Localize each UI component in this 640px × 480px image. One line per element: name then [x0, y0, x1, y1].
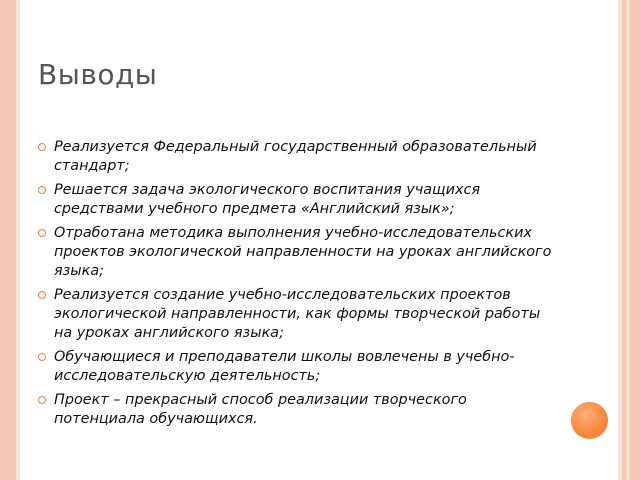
right-frame-inner-stripe	[618, 0, 622, 480]
bullet-text: Реализуется создание учебно-исследовательских проектов экологической направленности, как формы творческой работы на уроках английского языка;	[54, 287, 541, 341]
bullet-text: Решается задача экологического воспитания учащихся средствами учебного предмета «Английский язык»;	[54, 182, 481, 217]
bullet-circle-icon	[38, 186, 46, 194]
bullet-item	[38, 138, 558, 176]
left-frame-inner-stripe	[16, 0, 20, 480]
right-frame-edge-line	[627, 0, 629, 480]
bullet-list	[38, 138, 558, 434]
bullet-item	[38, 286, 558, 343]
bullet-text: Отработана методика выполнения учебно-исследовательских проектов экологической направленности на уроках английского языка;	[54, 225, 552, 279]
bullet-circle-icon	[38, 396, 46, 404]
bullet-circle-icon	[38, 353, 46, 361]
bullet-text: Реализуется Федеральный государственный образовательный стандарт;	[54, 139, 537, 174]
bullet-item	[38, 181, 558, 219]
bullet-text: Обучающиеся и преподаватели школы вовлечены в учебно-исследовательскую деятельность;	[54, 349, 515, 384]
bullet-circle-icon	[38, 229, 46, 237]
bullet-circle-icon	[38, 143, 46, 151]
bullet-circle-icon	[38, 291, 46, 299]
bullet-item	[38, 224, 558, 281]
right-frame-stripe	[622, 0, 640, 480]
slide-title: Выводы	[38, 58, 158, 91]
bullet-text: Проект – прекрасный способ реализации творческого потенциала обучающихся.	[54, 392, 467, 427]
decorative-orange-circle-icon	[571, 402, 608, 439]
bullet-item	[38, 348, 558, 386]
left-frame-stripe	[0, 0, 16, 480]
bullet-item	[38, 391, 558, 429]
